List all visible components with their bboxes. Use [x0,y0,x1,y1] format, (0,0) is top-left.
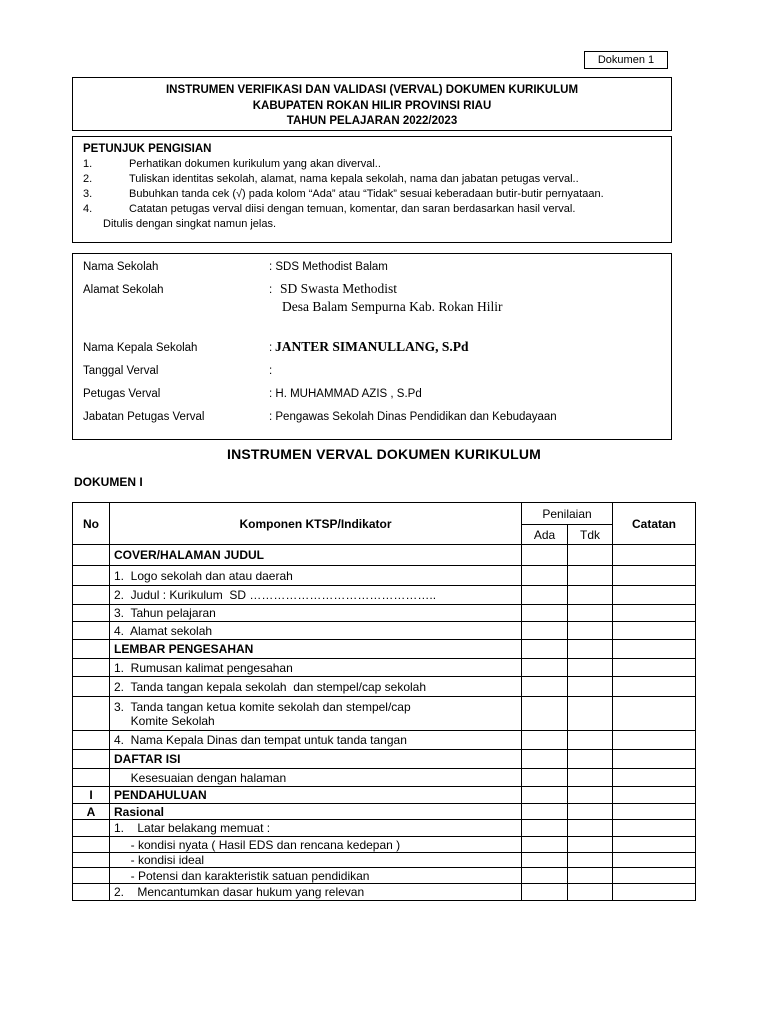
column-header-no: No [73,503,110,545]
cell-notes[interactable] [613,804,696,820]
row-component-text: - kondisi ideal [114,853,205,867]
table-row [73,804,696,820]
cell-yes[interactable] [522,837,568,853]
row-component-text: 4. Alamat sekolah [114,623,213,638]
cell-no[interactable] [568,837,613,853]
instruction-item: 4. Catatan petugas verval diisi dengan temuan, komentar, dan saran berdasarkan hasil verval. [83,203,576,215]
cell-notes[interactable] [613,605,696,622]
row-number [73,853,110,868]
row-component-text: 1. Rumusan kalimat pengesahan [114,660,293,675]
cell-notes[interactable] [613,820,696,837]
instruction-item: 3. Bubuhkan tanda cek (√) pada kolom “Ada” atau “Tidak” sesuai keberadaan butir-butir pernyataan. [83,188,604,200]
row-component [110,804,522,820]
row-component [110,659,522,677]
row-component [110,731,522,750]
row-number: A [73,804,110,820]
instruction-note: Ditulis dengan singkat namun jelas. [103,218,277,230]
header-line-2: KABUPATEN ROKAN HILIR PROVINSI RIAU [252,99,492,112]
row-number [73,769,110,787]
cell-no[interactable] [568,750,613,769]
officer-position-value: : Pengawas Sekolah Dinas Pendidikan dan Kebudayaan [269,411,557,423]
cell-notes[interactable] [613,545,696,566]
cell-no[interactable] [568,853,613,868]
row-component [110,868,522,884]
table-row [73,566,696,586]
cell-no[interactable] [568,622,613,640]
row-component [110,586,522,605]
table-row [73,820,696,837]
row-number [73,640,110,659]
row-component [110,820,522,837]
row-component-text: COVER/HALAMAN JUDUL [114,548,264,562]
row-number [73,697,110,731]
school-name-label: Nama Sekolah [83,261,159,273]
main-title: INSTRUMEN VERVAL DOKUMEN KURIKULUM [226,446,542,462]
school-address-line-2: Desa Balam Sempurna Kab. Rokan Hilir [282,299,503,314]
instructions-title: PETUNJUK PENGISIAN [83,143,212,155]
document-label: Dokumen 1 [584,51,668,69]
row-component-text: 3. Tanda tangan ketua komite sekolah dan stempel/cap [114,699,411,714]
row-component-text: 2. Tanda tangan kepala sekolah dan stempel/cap sekolah [114,679,426,694]
cell-notes[interactable] [613,677,696,697]
cell-yes[interactable] [522,750,568,769]
cell-no[interactable] [568,804,613,820]
column-header-assessment: Penilaian [522,503,613,525]
cell-yes[interactable] [522,622,568,640]
row-component [110,837,522,853]
cell-yes[interactable] [522,640,568,659]
row-number [73,677,110,697]
cell-notes[interactable] [613,750,696,769]
cell-no[interactable] [568,586,613,605]
cell-no[interactable] [568,787,613,804]
table-row [73,769,696,787]
table-row [73,659,696,677]
cell-yes[interactable] [522,677,568,697]
instruction-item: 2. Tuliskan identitas sekolah, alamat, nama kepala sekolah, nama dan jabatan petugas verval.. [83,173,579,185]
cell-notes[interactable] [613,787,696,804]
cell-notes[interactable] [613,868,696,884]
cell-notes[interactable] [613,837,696,853]
cell-no[interactable] [568,697,613,731]
table-row [73,787,696,804]
row-number [73,605,110,622]
cell-yes[interactable] [522,853,568,868]
school-name-value: : SDS Methodist Balam [269,261,388,273]
row-component [110,750,522,769]
cell-no[interactable] [568,884,613,901]
row-component-text: 1. Latar belakang memuat : [114,821,271,835]
row-number: I [73,787,110,804]
cell-yes[interactable] [522,659,568,677]
row-component-text: PENDAHULUAN [114,788,207,802]
cell-no[interactable] [568,769,613,787]
row-number [73,622,110,640]
row-component-text: - kondisi nyata ( Hasil EDS dan rencana kedepan ) [114,837,401,852]
cell-notes[interactable] [613,884,696,901]
cell-no[interactable] [568,566,613,586]
table-row [73,853,696,868]
table-row [73,605,696,622]
table-row [73,731,696,750]
row-component [110,697,522,731]
row-component-text: 3. Tahun pelajaran [114,606,216,620]
column-header-notes: Catatan [613,503,696,545]
cell-no[interactable] [568,677,613,697]
cell-notes[interactable] [613,640,696,659]
cell-yes[interactable] [522,769,568,787]
cell-notes[interactable] [613,769,696,787]
cell-notes[interactable] [613,731,696,750]
school-address-colon: : [269,284,273,296]
cell-no[interactable] [568,868,613,884]
row-component-text: 4. Nama Kepala Dinas dan tempat untuk tanda tangan [114,733,407,747]
row-component [110,677,522,697]
cell-no[interactable] [568,731,613,750]
row-number [73,545,110,566]
cell-notes[interactable] [613,622,696,640]
cell-yes[interactable] [522,731,568,750]
cell-notes[interactable] [613,697,696,731]
row-component [110,769,522,787]
cell-notes[interactable] [613,566,696,586]
row-component-text: Rasional [114,804,165,819]
table-row [73,677,696,697]
row-component-text: 2. Judul : Kurikulum SD ……………………………………….. [114,588,437,602]
row-number [73,750,110,769]
table-row [73,586,696,605]
table-row [73,837,696,853]
officer-position-label: Jabatan Petugas Verval [83,411,205,423]
cell-yes[interactable] [522,545,568,566]
document-heading: DOKUMEN I [74,475,143,489]
table-row [73,868,696,884]
row-number [73,566,110,586]
row-component-text: DAFTAR ISI [114,752,181,766]
verval-date-value: : [269,365,273,377]
cell-notes[interactable] [613,659,696,677]
row-component [110,605,522,622]
cell-no[interactable] [568,640,613,659]
cell-yes[interactable] [522,787,568,804]
cell-yes[interactable] [522,566,568,586]
school-address-label: Alamat Sekolah [83,284,164,296]
cell-yes[interactable] [522,605,568,622]
instruction-item: 1. Perhatikan dokumen kurikulum yang akan diverval.. [83,158,381,170]
row-component [110,566,522,586]
row-component [110,622,522,640]
header-line-1: INSTRUMEN VERIFIKASI DAN VALIDASI (VERVAL) DOKUMEN KURIKULUM [165,84,579,96]
instructions-box [72,136,672,243]
verval-date-label: Tanggal Verval [83,365,159,377]
column-header-yes: Ada [522,525,568,545]
row-component-text: Kesesuaian dengan halaman [114,770,287,785]
cell-no[interactable] [568,605,613,622]
table-row [73,750,696,769]
school-identity-box [72,253,672,440]
row-component [110,640,522,659]
cell-no[interactable] [568,545,613,566]
row-component-text: 2. Mencantumkan dasar hukum yang relevan [114,885,365,899]
principal-label: Nama Kepala Sekolah [83,342,198,354]
row-component [110,884,522,901]
row-component [110,853,522,868]
officer-value: : H. MUHAMMAD AZIS , S.Pd [269,388,422,400]
table-row [73,884,696,901]
header-title-box [72,77,672,131]
cell-yes[interactable] [522,884,568,901]
checklist-table [72,502,696,901]
column-header-no-abbr: Tdk [568,525,613,545]
cell-yes[interactable] [522,868,568,884]
officer-label: Petugas Verval [83,388,161,400]
table-row [73,697,696,731]
row-number [73,586,110,605]
table-row [73,545,696,566]
table-row [73,622,696,640]
column-header-component: Komponen KTSP/Indikator [110,503,522,545]
cell-notes[interactable] [613,586,696,605]
cell-notes[interactable] [613,853,696,868]
row-number [73,659,110,677]
row-number [73,731,110,750]
row-number [73,820,110,837]
row-number [73,868,110,884]
row-component-text-continued: Komite Sekolah [114,713,215,728]
row-component-text: 1. Logo sekolah dan atau daerah [114,568,293,583]
row-number [73,837,110,853]
row-number [73,884,110,901]
cell-yes[interactable] [522,820,568,837]
cell-yes[interactable] [522,804,568,820]
cell-yes[interactable] [522,586,568,605]
cell-no[interactable] [568,820,613,837]
school-address-line-1: SD Swasta Methodist [280,281,398,296]
principal-name: JANTER SIMANULLANG, S.Pd [275,339,469,354]
cell-yes[interactable] [522,697,568,731]
row-component-text: - Potensi dan karakteristik satuan pendidikan [114,868,370,883]
cell-no[interactable] [568,659,613,677]
principal-colon: : [269,342,273,354]
row-component [110,787,522,804]
header-line-3: TAHUN PELAJARAN 2022/2023 [286,115,458,127]
row-component [110,545,522,566]
table-row [73,640,696,659]
row-component-text: LEMBAR PENGESAHAN [114,642,254,656]
